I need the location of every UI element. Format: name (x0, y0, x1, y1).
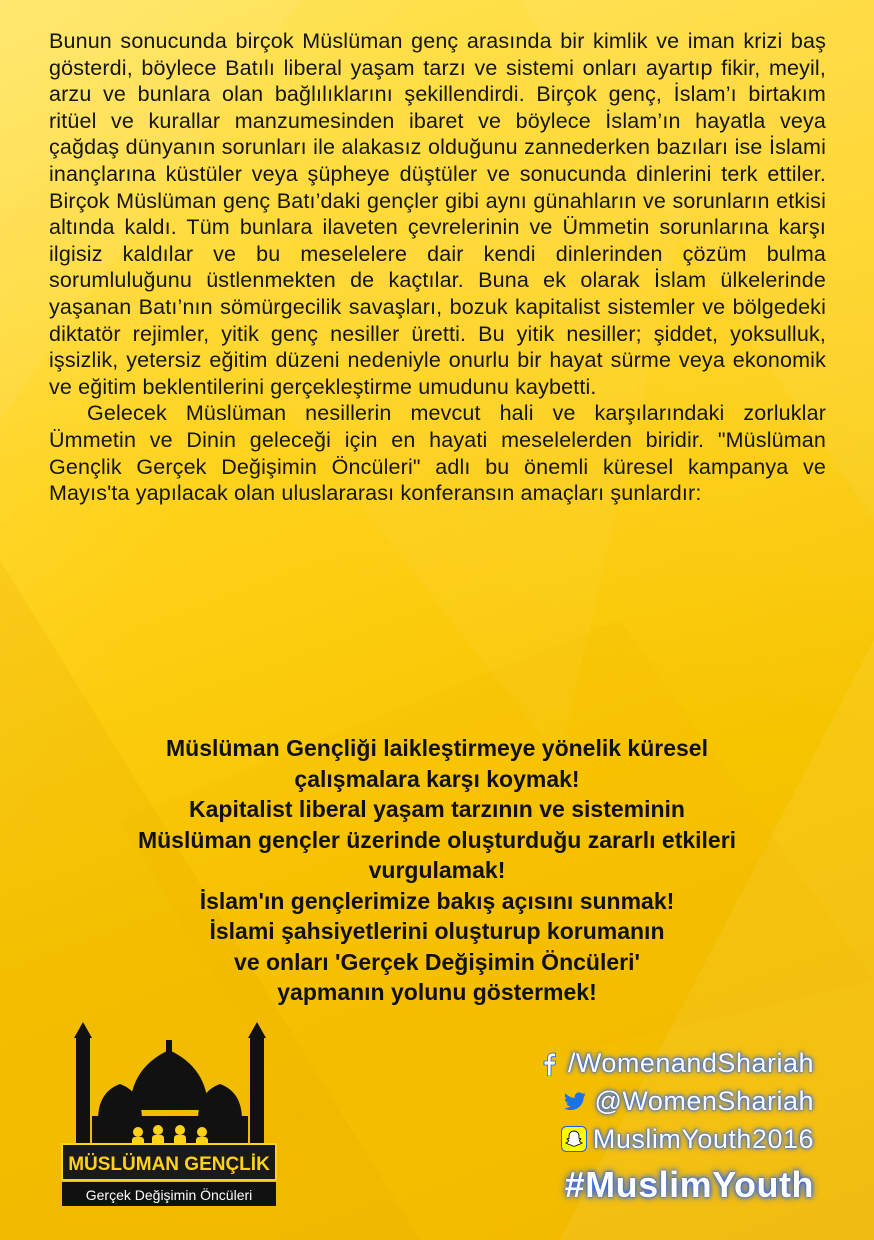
campaign-logo (58, 1020, 280, 1210)
goal-line: ve onları 'Gerçek Değişimin Öncüleri' (234, 948, 640, 975)
goal-line: İslam'ın gençlerimize bakış açısını sunmak! (199, 887, 675, 914)
mosque-silhouette-icon (74, 1022, 266, 1154)
paragraph-1: Bunun sonucunda birçok Müslüman genç arasında bir kimlik ve iman krizi baş gösterdi, böylece Batılı liberal yaşam tarzı ve sistemi onları ayartıp fikir, meyil, arzu ve bunlara olan bağlılıklarını şekillendirdi. Birçok genç, İslam’ı birtakım ritüel ve kurallar manzumesinden ibaret ve böylece İslam’ın hayatla veya çağdaş dünyanın sorunları ile alakasız olduğunu zannederken bazıları ise İslami inançlarına küstüler veya şüpheye düştüler ve sonucunda dinlerini terk ettiler. Birçok Müslüman genç Batı’daki gençler gibi aynı günahların ve sorunların etkisi altında kaldı. Tüm bunlara ilaveten çevrelerinin ve Ümmetin sorunlarına karşı ilgisiz kaldılar ve bu meselelere dair kendi dinlerinden çözüm bulma sorumluluğunu üstlenmekten de kaçtılar. Buna ek olarak İslam ülkelerinde yaşanan Batı’nın sömürgecilik savaşları, bozuk kapitalist sistemler ve bölgedeki diktatör rejimler, yitik genç nesiller üretti. Bu yitik nesiller; şiddet, yoksulluk, işsizlik, yetersiz eğitim düzeni nedeniyle onurlu bir hayat sürme veya ekonomik ve eğitim beklentilerini gerçekleştirme umudunu kaybetti. (49, 29, 826, 399)
snapchat-icon (561, 1126, 587, 1152)
facebook-icon (536, 1050, 562, 1076)
twitter-link[interactable] (536, 1082, 814, 1120)
goal-line: Müslüman gençler üzerinde oluşturduğu zararlı etkileri (137, 826, 737, 853)
goal-line: Kapitalist liberal yaşam tarzının ve sisteminin (189, 796, 685, 822)
snapchat-handle: MuslimYouth2016 (592, 1123, 814, 1154)
logo-title: MÜSLÜMAN GENÇLİK (68, 1154, 270, 1175)
snapchat-link[interactable] (536, 1120, 814, 1158)
paragraph-2: Gelecek Müslüman nesillerin mevcut hali ve karşılarındaki zorluklar Ümmetin ve Dinin geleceği için en hayati meselelerden biridir. "Müslüman Gençlik Gerçek Değişimin Öncüleri" adlı bu önemli küresel kampanya ve Mayıs'ta yapılacak olan uluslararası konferansın amaçları şunlardır: (49, 401, 826, 506)
twitter-handle: @WomenShariah (594, 1085, 814, 1116)
goal-line: çalışmalara karşı koymak! (294, 765, 580, 792)
facebook-link[interactable] (536, 1044, 814, 1082)
social-links (536, 1044, 814, 1158)
goal-line: vurgulamak! (368, 857, 506, 883)
goal-line: İslami şahsiyetlerini oluşturup korumanın (209, 918, 665, 944)
article-body (49, 28, 826, 507)
logo-subtitle: Gerçek Değişimin Öncüleri (85, 1187, 253, 1203)
campaign-hashtag[interactable]: #MuslimYouth (564, 1164, 814, 1205)
facebook-handle: /WomenandShariah (567, 1047, 814, 1078)
campaign-goals (20, 733, 854, 1008)
goal-line: Müslüman Gençliği laikleştirmeye yönelik küresel (165, 735, 708, 761)
twitter-icon (562, 1088, 588, 1114)
goal-line: yapmanın yolunu göstermek! (277, 979, 597, 1005)
